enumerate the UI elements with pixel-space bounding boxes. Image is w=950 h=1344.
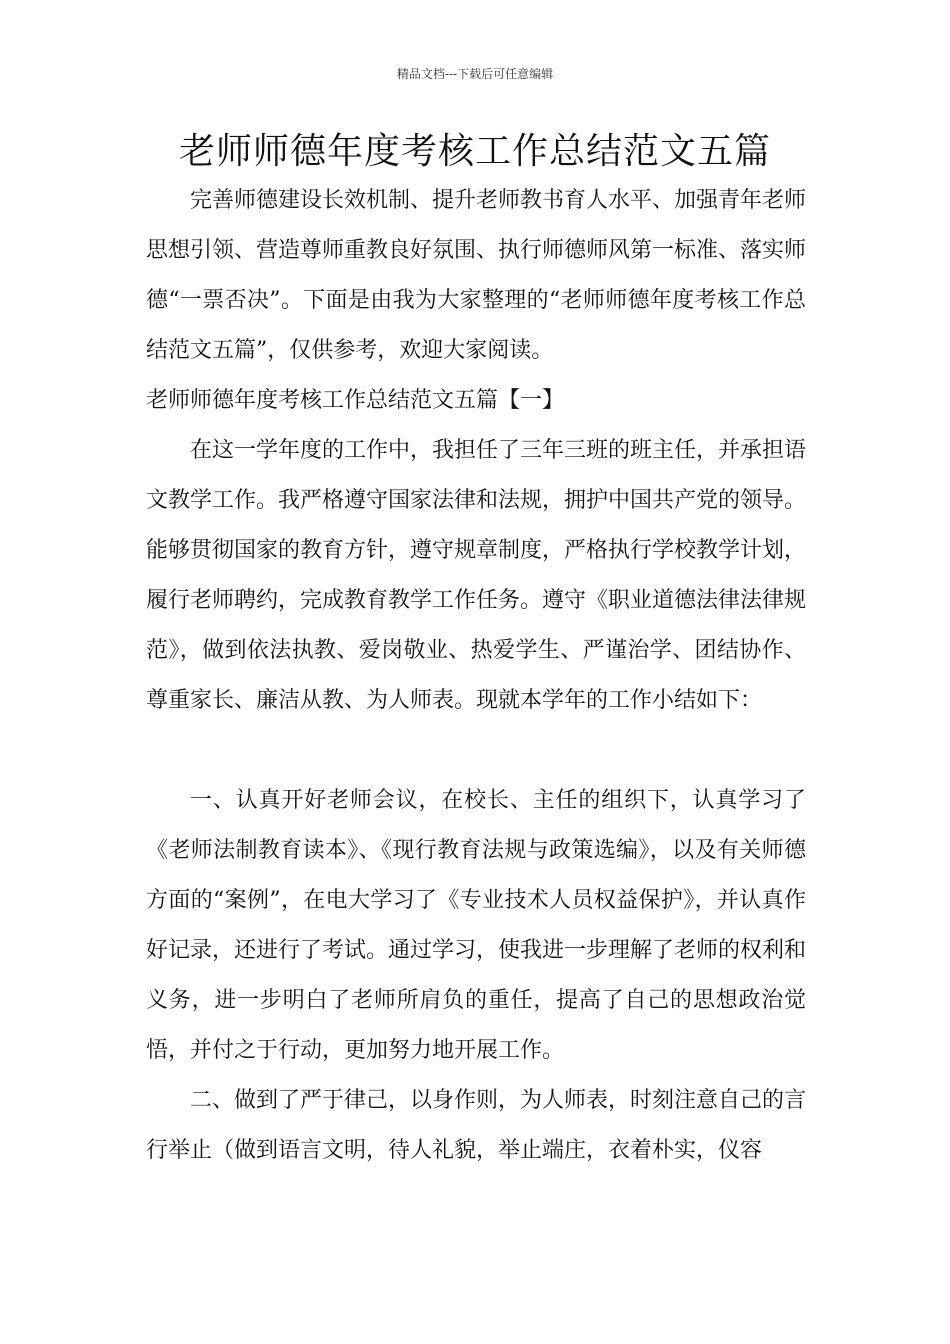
section1-paragraph: 在这一学年度的工作中，我担任了三年三班的班主任，并承担语文教学工作。我严格遵守国家法律和法规，拥护中国共产党的领导。能够贯彻国家的教育方针，遵守规章制度，严格执行学校教学计划，履行老师聘约，完成教育教学工作任务。遵守《职业道德法律法律规范》，做到依法执教、爱岗敬业、热爱学生、严谨治学、团结协作、尊重家长、廉洁从教、为人师表。现就本学年的工作小结如下： bbox=[146, 438, 807, 713]
point-two-paragraph: 二、做到了严于律己，以身作则，为人师表，时刻注意自己的言行举止（做到语言文明，待人礼貌，举止端庄，衣着朴实，仪容 bbox=[146, 1088, 807, 1163]
document-body bbox=[146, 176, 806, 1176]
document-title: 老师师德年度考核工作总结范文五篇 bbox=[178, 131, 771, 172]
section-heading-1: 老师师德年度考核工作总结范文五篇【一】 bbox=[146, 388, 565, 413]
page-header-watermark: 精品文档---下载后可任意编辑 bbox=[396, 67, 554, 81]
intro-paragraph: 完善师德建设长效机制、提升老师教书育人水平、加强青年老师思想引领、营造尊师重教良好氛围、执行师德师风第一标准、落实师德“一票否决”。下面是由我为大家整理的“老师师德年度考核工作总结范文五篇”，仅供参考，欢迎大家阅读。 bbox=[146, 188, 807, 363]
point-one-paragraph: 一、认真开好老师会议，在校长、主任的组织下，认真学习了《老师法制教育读本》、《现行教育法规与政策选编》，以及有关师德方面的“案例”，在电大学习了《专业技术人员权益保护》，并认真作好记录，还进行了考试。通过学习，使我进一步理解了老师的权利和义务，进一步明白了老师所肩负的重任，提高了自己的思想政治觉悟，并付之于行动，更加努力地开展工作。 bbox=[146, 788, 807, 1063]
paragraph-gap bbox=[146, 726, 806, 776]
